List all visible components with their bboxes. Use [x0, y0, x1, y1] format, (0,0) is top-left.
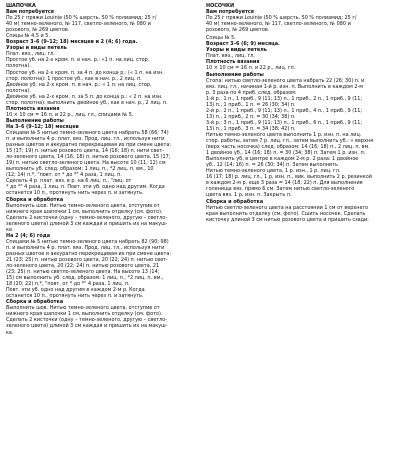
hat-text-line: Спицы № 4,5 и 5. — [6, 33, 50, 40]
socks-text-line: 1-й р.: 1 п., 1 приб., 9 (11; 13) п., 1 приб., 2 п., 1 приб., 9 (11; — [206, 95, 362, 102]
hat-text-line: стор. полотна): 1 простое уб., как в нач. р., 2 лиц. п. — [6, 75, 142, 82]
socks-text-line: уб., 12 (14; 16) п. = 26 (30; 34) п. Затем выполнить — [206, 162, 338, 169]
hat-text-line: Спицами № 5 нитью темно-зеленого цвета набрать 58 (66; 74) — [6, 129, 169, 136]
hat-text-line: розового, № 269 цветов. — [6, 27, 70, 34]
socks-heading: Сборка и обработка — [206, 198, 264, 205]
hat-text-line: 40 м) темно-зеленого, № 117, светло-зеленого, № 080 и — [6, 21, 151, 28]
socks-text-line: 13) п., 1 приб., 2 п. = 30 (34; 38) п. — [206, 113, 296, 120]
hat-text-line: ке. — [6, 329, 14, 336]
socks-heading: НОСОЧКИ — [206, 3, 235, 9]
socks-text-line: Выполнить уб. в центре в каждом 2-м р. 2 раза: 1 двойное — [206, 156, 359, 163]
hat-text-line: 10 × 10 см = 16 п. и 22 р., лиц. гл., спицами № 5. — [6, 111, 134, 118]
socks-heading: Вам потребуется — [206, 9, 254, 16]
hat-text-line: * до *" 4 раза, 1 лиц. п. Повт. эти уб. одно над другим. Когда — [6, 184, 165, 191]
hat-text-line: Двойное уб. на 2-х кром. п. за 5 п. до конца р.: « 2 п. на изн. — [6, 93, 163, 100]
socks-instructions-column — [206, 3, 396, 223]
hat-text-line: Спицами № 5 нитью темно-зеленого цвета набрать 82 (90; 98) — [6, 238, 169, 245]
hat-text-line: полотна). — [6, 63, 31, 70]
hat-heading: ШАПОЧКА — [6, 3, 36, 9]
hat-text-line: По 25 г пряжи Louinie (50 % шерсть, 50 % полиамид; 25 г/ — [6, 15, 157, 22]
hat-heading: Вам потребуется — [6, 9, 54, 16]
hat-text-line: ло-зеленого цвета, 14 (16; 18) п. нитью розового цвета, 15 (17; — [6, 154, 171, 161]
hat-heading: Сборка и обработка — [6, 196, 64, 203]
hat-text-line: Выполнить шов. Нитью темно-зеленого цвета, отступив от — [6, 305, 160, 312]
socks-text-line: 40 м) темно-зеленого, № 117, светло-зеленого, № 080 и — [206, 21, 351, 28]
socks-text-line: 1 двойное уб., 14 (16; 18) п. = 30 (34; 38) п. Затем 1 р. изн. п. — [206, 150, 366, 157]
hat-text-line: (12; 14) п.*, "повт. от * до *" 4 раза, 1 лиц. п. — [6, 172, 122, 179]
hat-text-line: п. и выполнить 4 р. плат. вяз. Прод. лиц. гл., используя нити — [6, 136, 165, 143]
hat-text-line: Простое уб. на 2-х кром. п. в нач. р.: «1 п. на лиц. стор. — [6, 57, 150, 64]
hat-heading: Возраст 3–6 (9–12; 18) месяцев и 2 (4; 6) года. — [6, 39, 138, 46]
hat-heading: На 2 (4; 6) года — [6, 232, 51, 239]
socks-text-line: кисточку длиной 3 см нитью розового цвета и пришить сзади. — [206, 216, 369, 223]
socks-heading: Плотность вязания — [206, 59, 260, 66]
socks-text-line: в каждом 2-м р. еще 3 раза = 14 (18; 22) п. Для выполнения — [206, 180, 363, 187]
hat-text-line: нижнего края шапочки 1 см, выполнить отделку (см. фото). — [6, 208, 163, 215]
hat-text-line: Выполнить шов. Нитью темно-зеленого цвета, отступив от — [6, 202, 160, 209]
hat-text-line: зеленого цвета) длиной 3 см каждая и пришить их на макуш- — [6, 220, 168, 227]
socks-text-line: Нитью светло-зеленого цвета на расстоянии 1 см от верхнего — [206, 204, 369, 211]
hat-text-line: Сделать 4 р. плат. вяз. в р. на 6 лиц. п., "лиц. от — [6, 178, 132, 185]
hat-text-line: разных цветов и аккуратно перекрещивая их при смене цвета: — [6, 250, 172, 257]
socks-text-line: 16 (17; 18) р. лиц. гл., 1 р. изн. п., вик. выполнить 2 р. резинкой — [206, 174, 372, 181]
socks-text-line: Спицы № 5. — [206, 35, 236, 42]
hat-heading: На 3–6 (9–12; 18) месяцев — [6, 123, 79, 130]
hat-text-line: (23; 25) п. нитью светло-зеленого цвета. На высоте 13 (14; — [6, 269, 160, 276]
hat-text-line: Простое уб. на 2-х кром. п. за 4 п. до конца р.: (« 1 п. на изн. — [6, 69, 164, 76]
socks-text-line: 10 × 10 см = 16 п. и 22 р., лиц. гл. — [206, 65, 296, 72]
socks-text-line: Нитью темно-зеленого цвета, 1 р. изн., 1 р. лиц. гл. — [206, 168, 341, 175]
hat-instructions-column — [6, 3, 196, 336]
hat-text-line: останется 10 п., протянуть нить через п. и затянуть. — [6, 293, 144, 300]
hat-text-line: нижнего края шапочки 1 см, выполнить отделку (см. фото). — [6, 311, 163, 318]
socks-text-line: р. 3 раза по 4 приб. след. образом: — [206, 89, 297, 96]
hat-text-line: 15) см выполнить уб. след. образом: 1 лиц. п., *2 лиц. п. вм., — [6, 275, 164, 282]
socks-text-line: 13) п., 1 приб., 1 п. = 26 (30; 34) п. — [206, 101, 296, 108]
socks-text-line: 2-й р.: 2 п., 1 приб., 9 (11; 13) п., 1 приб., 4 п., 1 приб., 9 (11; — [206, 107, 362, 114]
socks-text-line: розового, № 269 цветов. — [206, 27, 270, 34]
hat-text-line: ло-зеленого цвета, 20 (22; 24) п. нитью розового цвета, 21 — [6, 263, 160, 270]
hat-text-line: Сделать 2 кисточки (одну – темно-зеленого, другую – светло- — [6, 214, 167, 221]
hat-text-line: зеленого цвета) длиной 3 см каждая и пришить их на макуш- — [6, 323, 168, 330]
hat-text-line: 15 (17; 19) п. нитью розового цвета, 14 (16; 18) п. нити свет- — [6, 148, 164, 155]
hat-text-line: разных цветов и аккуратно перекрещивая их при смене цвета: — [6, 142, 172, 149]
socks-text-line: По 25 г пряжи Louinie (50 % шерсть, 50 % полиамид; 25 г/ — [206, 15, 357, 22]
hat-text-line: 19) п. нитью светло-зеленого цвета. На высоте 10 (11; 12) см — [6, 160, 166, 167]
hat-text-line: ке. — [6, 226, 14, 233]
hat-text-line: останется 10 п., протянуть нить через п. и затянуть. — [6, 190, 144, 197]
socks-text-line: вяз. лиц. гл., начиная 1-й р. изн. п. Выполнить в каждом 2-м — [206, 83, 363, 90]
hat-text-line: Двойное уб. на 2-х кром. п. в нач. р.: « 1 п. на лиц. стор. — [6, 81, 152, 88]
hat-text-line: 21 (23; 25) п. нитью розового цвета, 20 (22; 24) п. нитью свет- — [6, 256, 168, 263]
socks-text-line: Нитью темно-зеленого цвета выполнить 1 р. изн. п. на лиц. — [206, 131, 362, 138]
socks-heading: Возраст 3–6 (6; 9) месяца. — [206, 41, 280, 48]
socks-text-line: 3-й р.: 3 п., 1 приб., 9 (11; 13) п., 1 приб., 6 п., 1 приб., 9 (11; — [206, 119, 362, 126]
hat-text-line: п. и выполнить 4 р. плат. вяз. Прод. лиц. гл., используя нити — [6, 244, 165, 251]
hat-text-line: стор. полотна): выполнить двойное уб., как в нач. р., 2 лиц. п. — [6, 99, 168, 106]
socks-text-line: Плат. вяз., лиц. гл. — [206, 53, 255, 60]
socks-heading: Узоры и виды петель — [206, 47, 267, 54]
socks-text-line: 13) п., 1 приб., 3 п. = 34 (38; 42) п. — [206, 125, 296, 132]
hat-heading: Плотность вязания — [6, 105, 60, 112]
socks-heading: Выполнение работы — [206, 71, 264, 78]
socks-text-line: (верх часть носочка) след. образом: 14 (16; 18) п., 2 лиц. п. вм. — [206, 144, 370, 151]
socks-text-line: цвета вяз. 1 р. изн. п. Закрыть п. — [206, 192, 292, 199]
hat-heading: Выполнение работы — [6, 117, 64, 124]
socks-text-line: голенища вяз. прямо 6 см. Затем нитью светло-зеленого — [206, 186, 355, 193]
hat-text-line: 18 (20; 22) п.*, "повт. от * до *" 4 раза, 1 лиц. п. — [6, 281, 130, 288]
hat-text-line: выполнить уб. след. образом: 1 лиц. п., *2 лиц. п. вм., 10 — [6, 166, 154, 173]
socks-text-line: стор. работы, затем 7 р. лиц. гл., затем выполнить уб.: « верхня — [206, 138, 374, 145]
hat-text-line: полотна). — [6, 87, 31, 94]
socks-text-line: Стопа: нитью светло-зеленого цвета набрать 22 (26; 30) п. и — [206, 77, 365, 84]
hat-heading: Узоры и виды петель — [6, 45, 67, 52]
socks-text-line: края выполнить отделку (см. фото). Сшить носочек. Сделать — [206, 210, 366, 217]
hat-text-line: Сделать 2 кисточки (одну – темно-зеленого, другую – светло- — [6, 317, 167, 324]
hat-text-line: Повт. эти уб. одно над другим в каждом 2-м р. Когда — [6, 287, 145, 294]
hat-heading: Сборка и обработка — [6, 299, 64, 306]
hat-text-line: Плат. вяз., лиц. гл. — [6, 51, 55, 58]
